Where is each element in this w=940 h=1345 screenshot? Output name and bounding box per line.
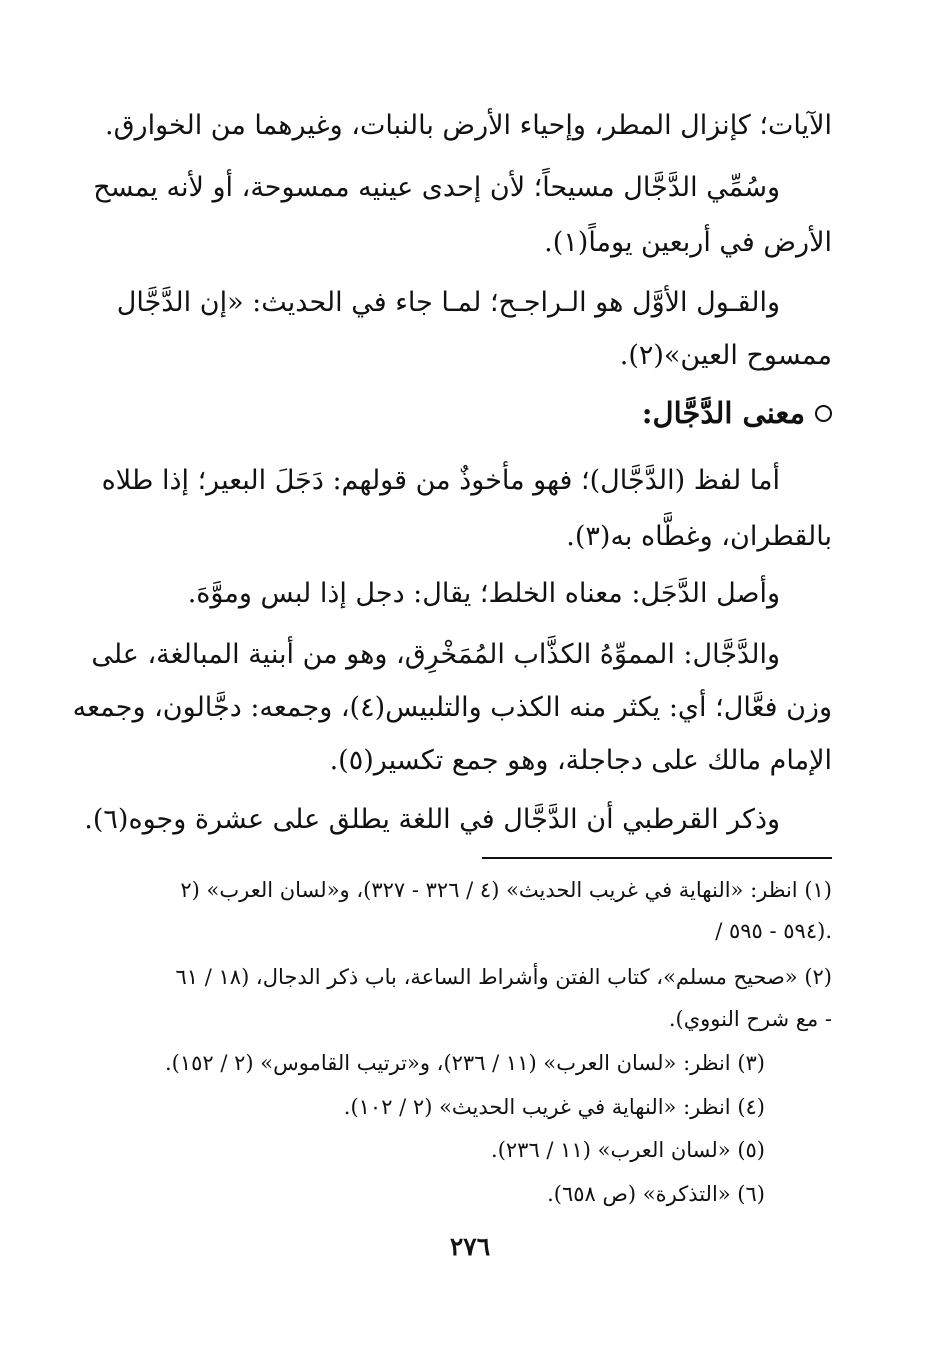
footnote-line: (٥) «لسان العرب» (١١ / ٢٣٦). [491, 1138, 765, 1162]
section-heading [642, 393, 832, 433]
footnote-line: (٢) «صحيح مسلم»، كتاب الفتن وأشراط الساعة، باب ذكر الدجال، (١٨ / ٦١ [175, 965, 832, 989]
paragraph-line: ممسوح العين»(٢). [619, 340, 832, 371]
paragraph-line: وأصل الدَّجَل: معناه الخلط؛ يقال: دجل إذا لبس وموَّهَ. [187, 578, 780, 609]
footnote-line: / ٥٩٤ - ٥٩٥). [715, 919, 832, 943]
page-number: ٢٧٦ [449, 1232, 491, 1261]
paragraph-line: والدَّجَّال: المموِّهُ الكذَّاب المُمَخْرِق، وهو من أبنية المبالغة، على [91, 639, 780, 670]
section-heading-text: معنى الدَّجَّال: [641, 396, 805, 430]
paragraph-line: وذكر القرطبي أن الدَّجَّال في اللغة يطلق على عشرة وجوه(٦). [84, 804, 780, 835]
footnote-line: (٦) «التذكرة» (ص ٦٥٨). [547, 1182, 765, 1206]
footnote-line: - مع شرح النووي). [668, 1007, 832, 1031]
paragraph-line: الإمام مالك على دجاجلة، وهو جمع تكسير(٥). [329, 745, 832, 776]
footnote-divider [482, 857, 832, 859]
paragraph-line: أما لفظ (الدَّجَّال)؛ فهو مأخوذٌ من قولهم: دَجَلَ البعير؛ إذا طلاه [101, 465, 780, 496]
paragraph-line: بالقطران، وغطَّاه به(٣). [566, 521, 832, 552]
paragraph-line: الأرض في أربعين يوماً(١). [544, 227, 832, 258]
paragraph-line: وزن فعَّال؛ أي: يكثر منه الكذب والتلبيس(٤)، وجمعه: دجَّالون، وجمعه [72, 692, 832, 723]
footnote-line: (١) انظر: «النهاية في غريب الحديث» (٤ / ٣٢٦ - ٣٢٧)، و«لسان العرب» (٢ [180, 878, 832, 902]
footnote-line: (٤) انظر: «النهاية في غريب الحديث» (٢ / ١٠٢). [343, 1095, 765, 1119]
paragraph-line: والقـول الأوَّل هو الـراجـح؛ لمـا جاء في الحديث: «إن الدَّجَّال [116, 287, 780, 318]
footnote-line: (٣) انظر: «لسان العرب» (١١ / ٢٣٦)، و«ترتيب القاموس» (٢ / ١٥٢). [164, 1051, 765, 1075]
hollow-circle-icon [815, 405, 832, 422]
paragraph-line: الآيات؛ كإنزال المطر، وإحياء الأرض بالنبات، وغيرهما من الخوارق. [105, 110, 832, 141]
paragraph-line: وسُمِّي الدَّجَّال مسيحاً؛ لأن إحدى عينيه ممسوحة، أو لأنه يمسح [93, 172, 780, 203]
